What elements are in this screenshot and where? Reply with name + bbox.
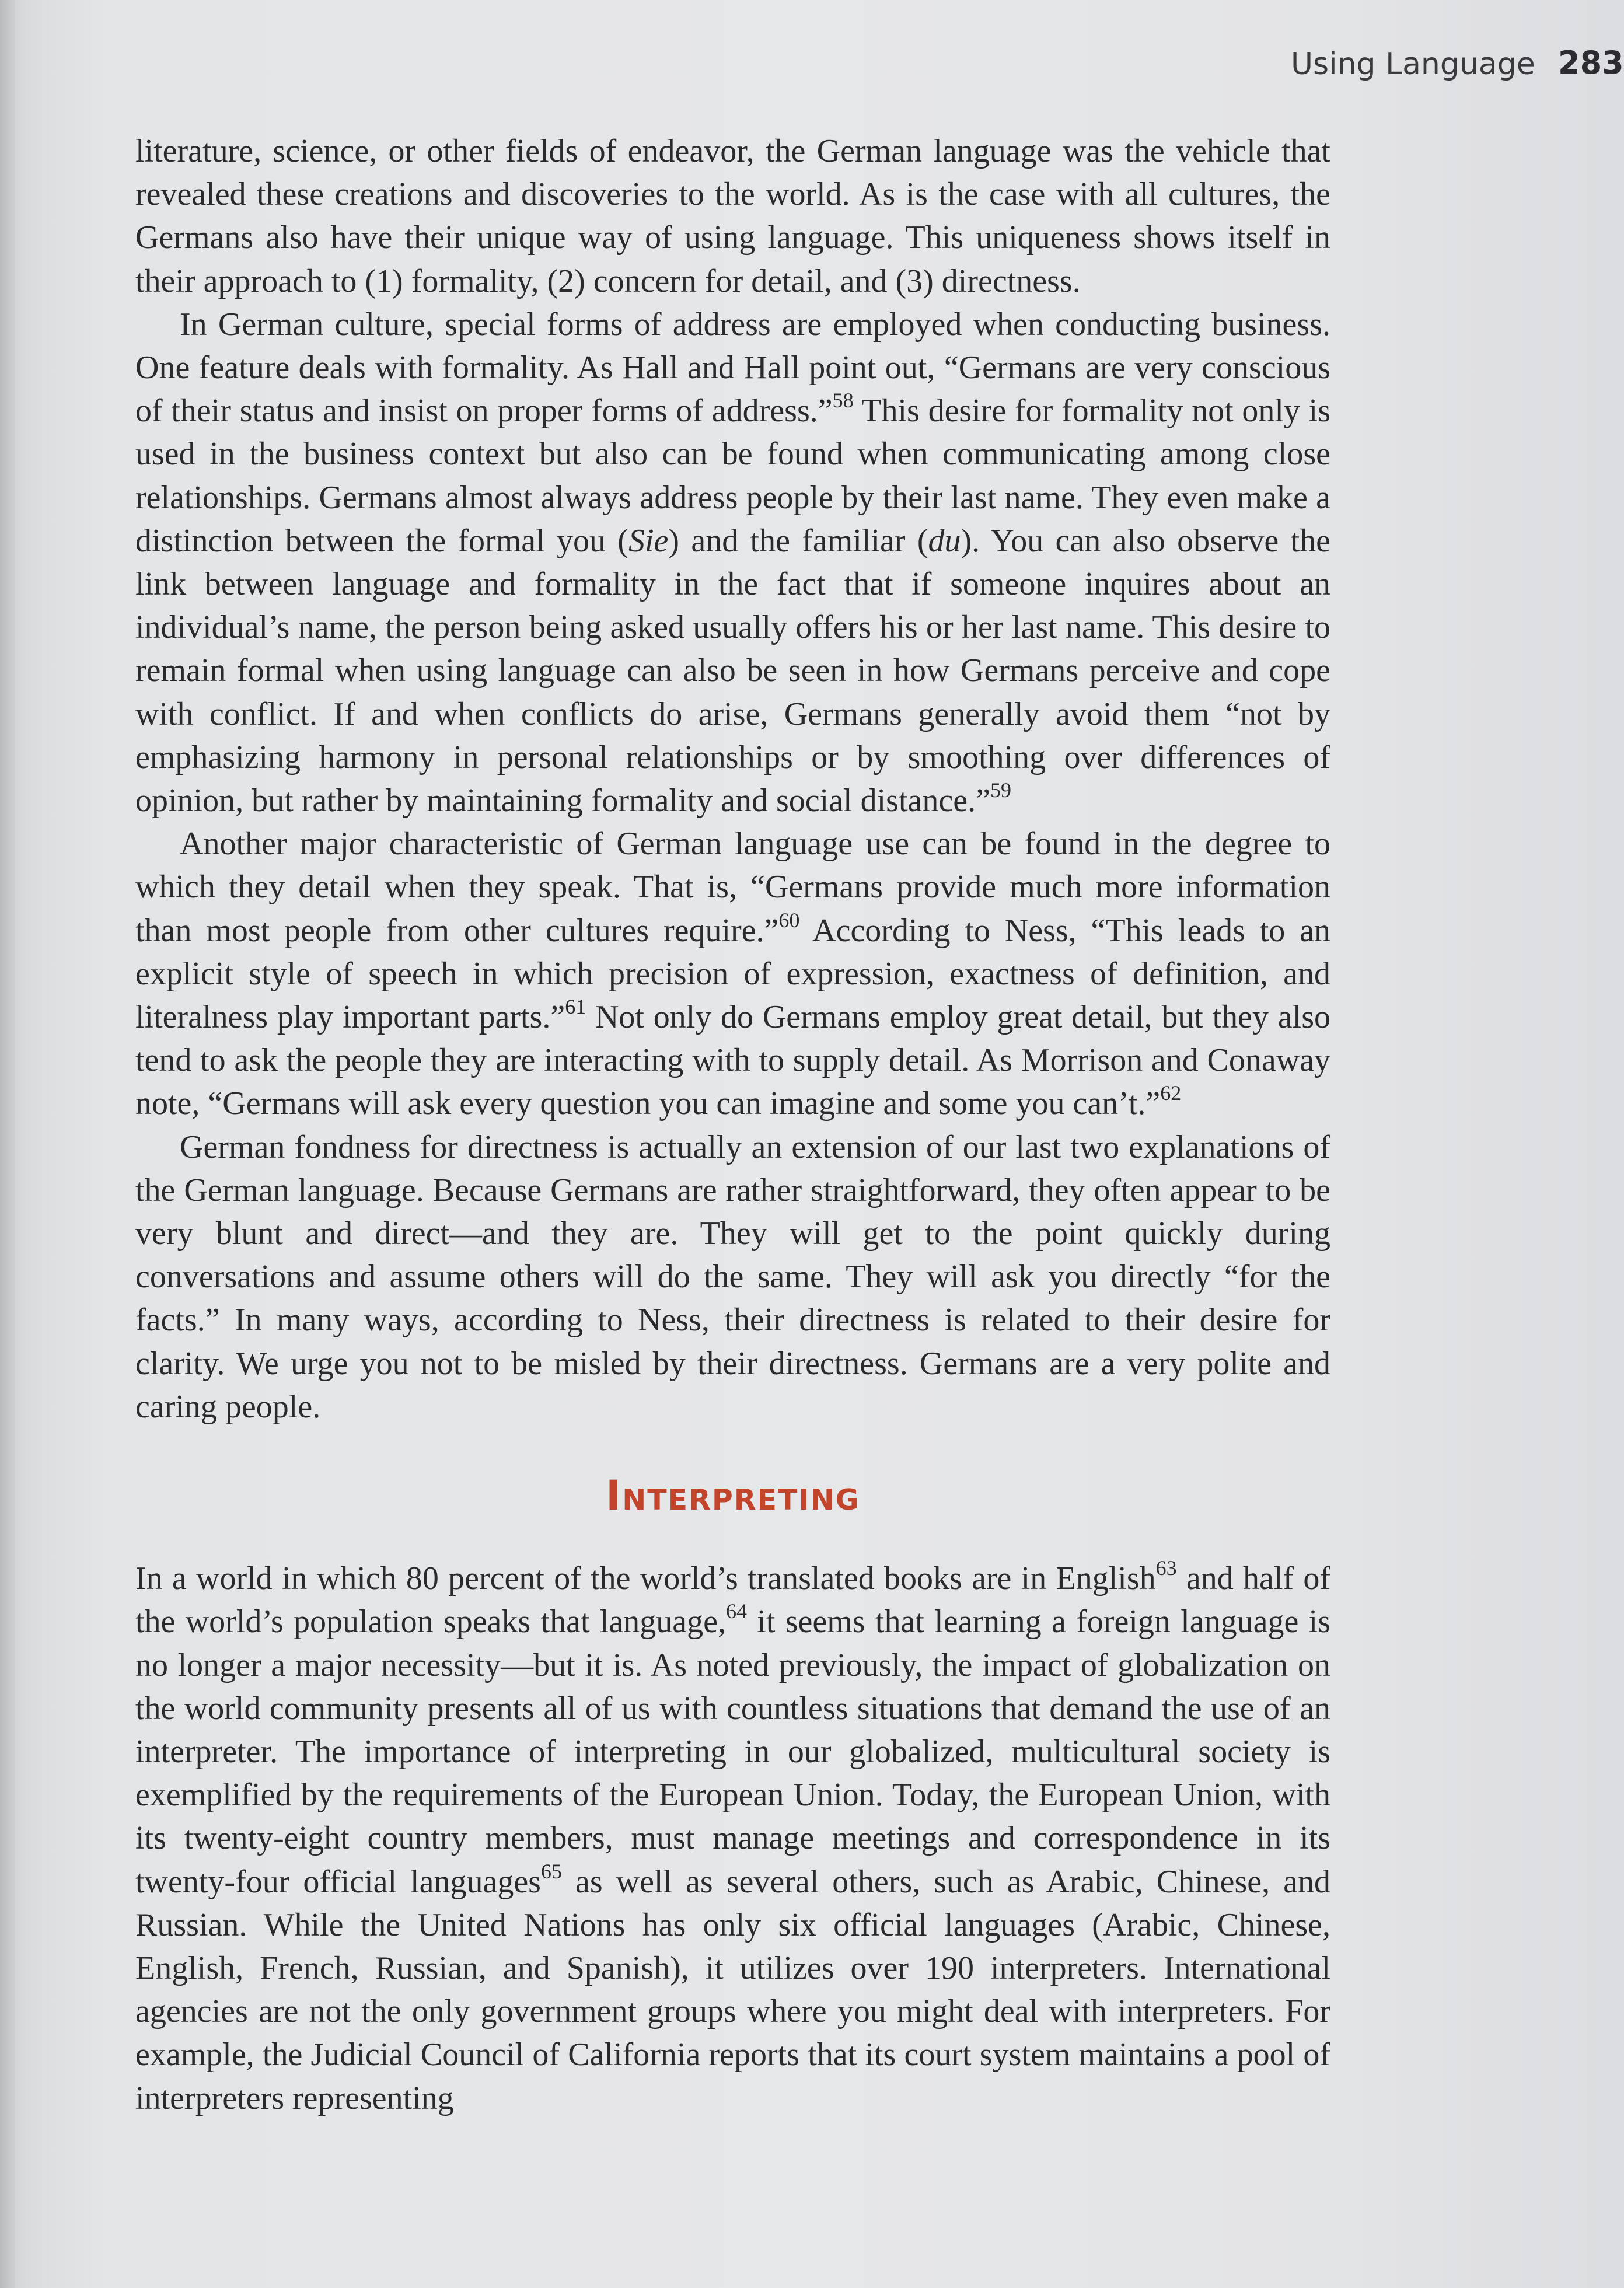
- section-heading: Interpreting: [606, 1472, 860, 1520]
- footnote-marker: 62: [1160, 1081, 1182, 1105]
- italic-term: du: [928, 522, 961, 559]
- footnote-marker: 60: [778, 908, 800, 932]
- paragraph-text: In a world in which 80 percent of the world’s translated books are in English: [135, 1560, 1156, 1597]
- paragraph-directness: [135, 1126, 1330, 1428]
- paragraph-text: Not only do Germans employ great detail, but they also tend to ask the people they are interacting with to supply detail. As Morrison and Conaway note, “Germans will ask every question you can imagine and some you can’t.”: [135, 999, 1331, 1122]
- paragraph-text: it seems that learning a foreign language is no longer a major necessity—but it is. As noted previously, the impact of globalization on the world community presents all of us with countless situations that demand the use of an interpreter. The importance of interpreting in our globalized, multicultural society is exemplified by the requirements of the European Union. Today, the European Union, with its twenty-eight country members, must manage meetings and correspondence in its twenty-four official languages: [135, 1604, 1330, 1900]
- page-body: [135, 130, 1330, 2120]
- paragraph-text: as well as several others, such as Arabic, Chinese, and Russian. While the United Nations has only six official languages (Arabic, Chinese, English, French, Russian, and Spanish), it utilizes over 190 interpreters. International agencies are not the only government groups where you might deal with interpreters. For example, the Judicial Council of California reports that its court system maintains a pool of interpreters representing: [135, 1863, 1331, 2116]
- paragraph-text: In German culture, special forms of address are employed when conducting business. One feature deals with formality. As Hall and Hall point out, “Germans are very conscious of their status and insist on proper forms of address.”: [135, 306, 1330, 429]
- footnote-marker: 64: [725, 1599, 747, 1623]
- footnote-marker: 63: [1155, 1556, 1177, 1580]
- paragraph-text: and half of the world’s population speaks that language,: [135, 1560, 1330, 1640]
- page-edge-shadow: [0, 0, 15, 2288]
- paragraph-text: German fondness for directness is actually an extension of our last two explanations of the German language. Because Germans are rather straightforward, they often appear to be very blunt and direct—and they are. They will get to the point quickly during conversations and assume others will do the same. They will ask you directly “for the facts.” In many ways, according to Ness, their directness is related to their desire for clarity. We urge you not to be misled by their directness. Germans are a very polite and caring people.: [135, 1129, 1330, 1425]
- paragraph-formality: [135, 303, 1330, 822]
- paragraph-detail: [135, 822, 1330, 1125]
- paragraph-text: ) and the familiar (: [668, 522, 928, 559]
- paragraph-continuation: [135, 130, 1330, 303]
- footnote-marker: 65: [540, 1859, 562, 1883]
- paragraph-text: Another major characteristic of German language use can be found in the degree to which they detail when they speak. That is, “Germans provide much more information than most people from other cultures require.”: [135, 826, 1330, 949]
- paragraph-interpreting: [135, 1557, 1330, 2120]
- footnote-marker: 58: [832, 389, 854, 413]
- footnote-marker: 59: [990, 778, 1011, 802]
- paragraph-text: literature, science, or other fields of endeavor, the German language was the vehicle that revealed these creations and discoveries to the world. As is the case with all cultures, the Germans also have their unique way of using language. This uniqueness shows itself in their approach to (1) formality, (2) concern for detail, and (3) directness.: [135, 133, 1330, 299]
- running-head-title: Using Language: [1291, 47, 1535, 82]
- paragraph-text: According to Ness, “This leads to an explicit style of speech in which precision of expression, exactness of definition, and literalness play important parts.”: [135, 912, 1331, 1036]
- running-head: [1109, 41, 1624, 105]
- page-number: 283: [1558, 44, 1624, 81]
- paragraph-text: This desire for formality not only is used in the business context but also can be found when communicating among close relationships. Germans almost always address people by their last name. They even make a distinction between the formal you (: [135, 393, 1330, 559]
- paragraph-text: ). You can also observe the link between language and formality in the fact that if someone inquires about an individual’s name, the person being asked usually offers his or her last name. This desire to remain formal when using language can also be seen in how Germans perceive and cope with conflict. If and when conflicts do arise, Germans generally avoid them “not by emphasizing harmony in personal relationships or by smoothing over differences of opinion, but rather by maintaining formality and social distance.”: [135, 522, 1331, 819]
- footnote-marker: 61: [565, 995, 586, 1019]
- italic-term: Sie: [628, 522, 669, 559]
